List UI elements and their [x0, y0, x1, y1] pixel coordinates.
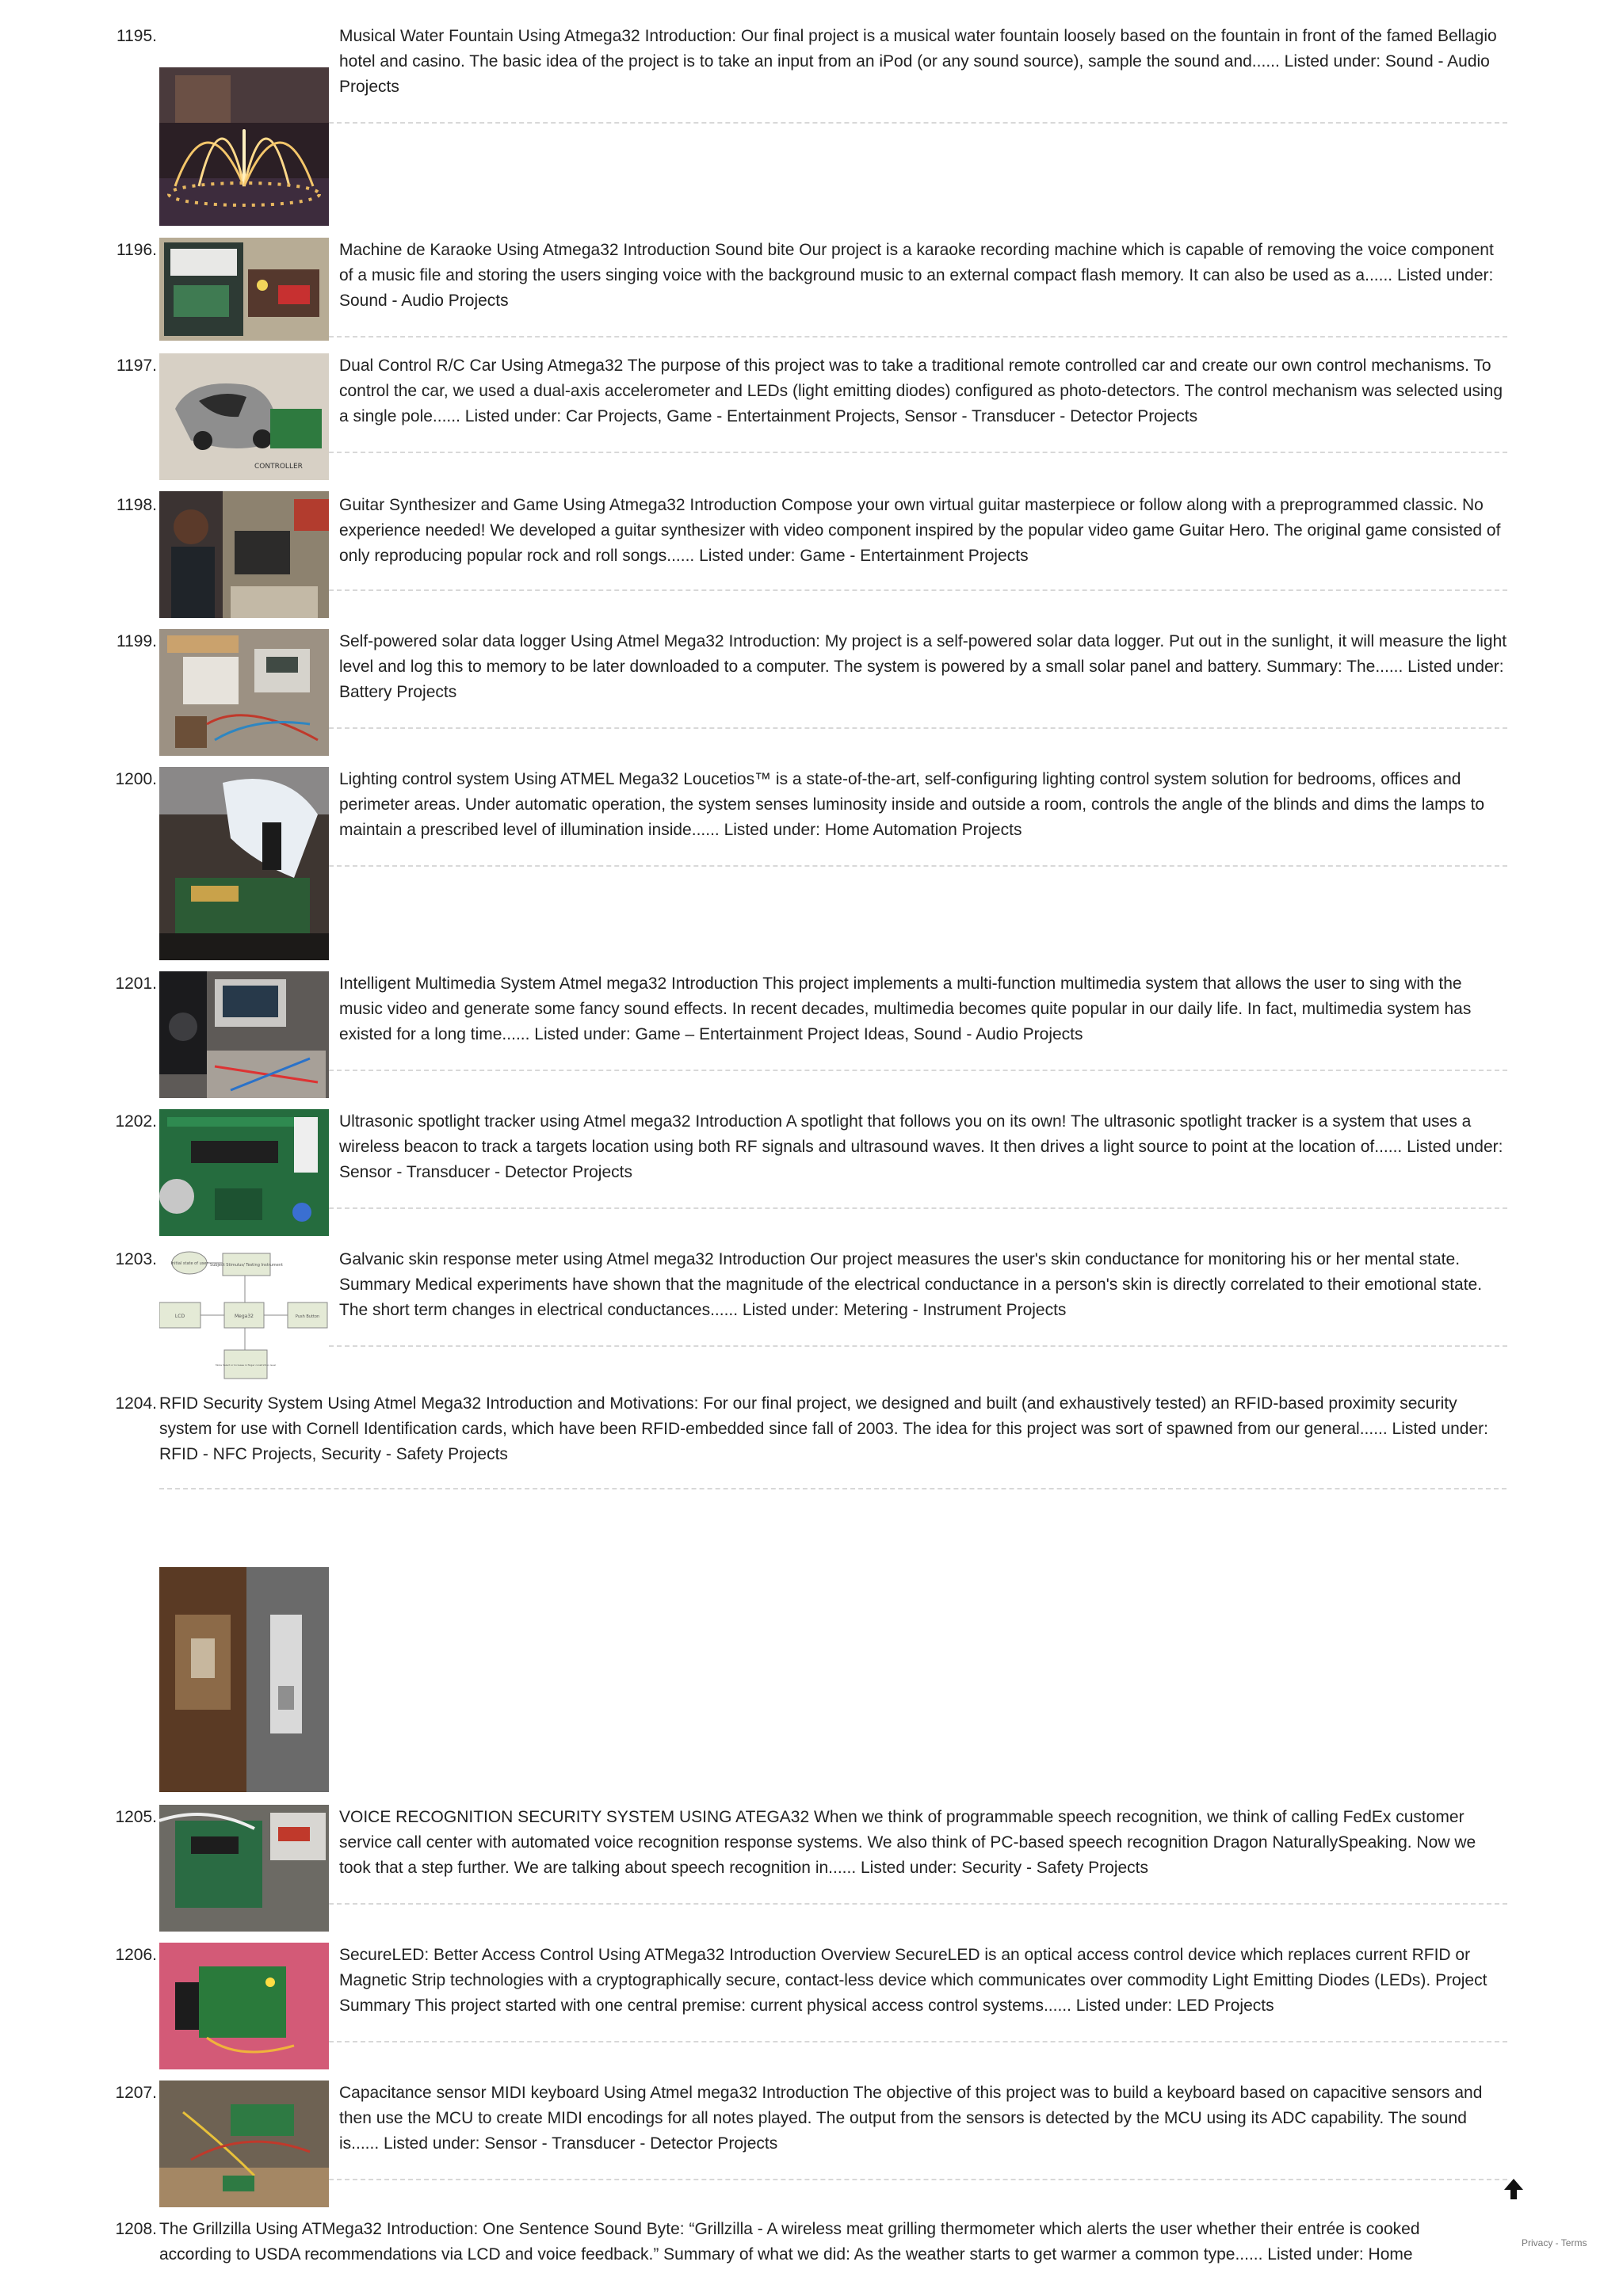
scroll-to-top-button[interactable] — [1503, 2177, 1525, 2203]
thumbnail-rfid-door[interactable] — [159, 1567, 329, 1792]
item-description[interactable]: RFID Security System Using Atmel Mega32 Introduction and Motivations: For our final project, we designed and built (and exhaustively tested) an RFID-based proximity security system for use with Cornell Identification cards, which have been RFID-embedded since fall of 2003. The idea for this project was sort of spawned from our general...... Listed under: RFID - NFC Projects, Security - Safety Projects — [159, 1394, 1488, 1463]
diagram-label: Initial state of user — [170, 1261, 208, 1266]
thumbnail-fountain[interactable] — [159, 67, 329, 226]
item-description[interactable]: Guitar Synthesizer and Game Using Atmega32 Introduction Compose your own virtual guitar masterpiece or follow along with a preprogrammed classic. No experience needed! We developed a guitar synthesizer with video component inspired by the popular video game Guitar Hero. The original game consisted of only reproducing popular rock and roll songs...... Listed under: Game - Entertainment Projects — [339, 496, 1501, 565]
item-description[interactable]: Lighting control system Using ATMEL Mega32 Loucetios™ is a state-of-the-art, self-configuring lighting control system solution for bedrooms, offices and perimeter areas. Under automatic operation, the system senses luminosity inside and outside a room, controls the angle of the blinds and dims the lamps to maintain a prescribed level of illumination inside...... Listed under: Home Automation Projects — [339, 770, 1485, 839]
list-item — [0, 1941, 1623, 2079]
item-number: 1203. — [115, 1250, 157, 1268]
divider — [329, 589, 1507, 591]
divider — [329, 336, 1507, 338]
recaptcha-legal-links[interactable]: Privacy - Terms — [1522, 2237, 1587, 2248]
list-item — [0, 490, 1623, 627]
item-description[interactable]: Ultrasonic spotlight tracker using Atmel mega32 Introduction A spotlight that follows you on its own! The ultrasonic spotlight tracker is a system that uses a wireless beacon to track a targets location using both RF signals and ultrasound waves. It then drives a light source to point at the location of...... Listed under: Sensor - Transducer - Detector Projects — [339, 1112, 1503, 1181]
diagram-label: Mode Select or Increase in finger constriction level — [215, 1363, 277, 1367]
divider — [329, 1207, 1507, 1209]
item-number: 1202. — [115, 1112, 157, 1131]
item-description[interactable]: Capacitance sensor MIDI keyboard Using Atmel mega32 Introduction The objective of this project was to build a keyboard based on capacitive sensors and then use the MCU to create MIDI encodings for all notes played. The output from the sensors is detected by the MCU using its ADC capability. The sound is...... Listed under: Sensor - Transducer - Detector Projects — [339, 2084, 1483, 2153]
diagram-label: Subject Stimulus/ Testing Instrument — [210, 1263, 283, 1268]
thumbnail-solar-logger[interactable] — [159, 629, 329, 756]
thumbnail-multimedia[interactable] — [159, 971, 329, 1098]
item-description[interactable]: SecureLED: Better Access Control Using ATMega32 Introduction Overview SecureLED is an optical access control device which replaces current RFID or Magnetic Strip technologies with a cryptographically secure, contact-less device which communicates over commodity Light Emitting Diodes (LEDs). Project Summary This project started with one central premise: current physical access control systems...... Listed under: LED Projects — [339, 1946, 1487, 2015]
item-number: 1204. — [115, 1394, 157, 1413]
thumbnail-lighting[interactable] — [159, 767, 329, 960]
divider — [159, 1488, 1507, 1489]
divider — [329, 122, 1507, 124]
diagram-label: LCD — [174, 1314, 185, 1319]
list-item — [0, 2079, 1623, 2217]
item-description[interactable]: Musical Water Fountain Using Atmega32 Introduction: Our final project is a musical water fountain loosely based on the fountain in front of the famed Bellagio hotel and casino. The basic idea of the project is to take an input from an iPod (or any sound source), sample the sound and...... Listed under: Sound - Audio Projects — [339, 27, 1497, 96]
item-number: 1196. — [116, 241, 157, 259]
divider — [329, 1903, 1507, 1905]
item-number: 1200. — [115, 770, 157, 788]
list-item — [0, 24, 1623, 236]
item-number: 1205. — [115, 1808, 157, 1826]
item-number: 1206. — [115, 1946, 157, 1964]
item-number: 1199. — [116, 632, 157, 650]
thumbnail-midi-keyboard[interactable] — [159, 2081, 329, 2207]
list-item — [0, 970, 1623, 1108]
divider — [329, 727, 1507, 729]
thumbnail-secureled[interactable] — [159, 1943, 329, 2069]
item-description[interactable]: Self-powered solar data logger Using Atmel Mega32 Introduction: My project is a self-powered solar data logger. Put out in the sunlight, it will measure the light level and log this to memory to be later downloaded to a computer. The system is powered by a small solar panel and battery. Summary: The...... Listed under: Battery Projects — [339, 632, 1507, 701]
divider — [329, 1070, 1507, 1071]
arrow-up-icon — [1503, 2177, 1525, 2203]
item-description[interactable]: Machine de Karaoke Using Atmega32 Introduction Sound bite Our project is a karaoke recording machine which is capable of removing the voice component of a music file and storing the users singing voice with the background music to an external compact flash memory. It can also be used as a...... Listed under: Sound - Audio Projects — [339, 241, 1494, 310]
list-item — [0, 352, 1623, 490]
list-item — [0, 1245, 1623, 1383]
item-description[interactable]: Dual Control R/C Car Using Atmega32 The purpose of this project was to take a traditional remote controlled car and create our own control mechanisms. To control the car, we used a dual-axis accelerometer and LEDs (light emitting diodes) configured as photo-detectors. The control mechanism was selected using a single pole...... Listed under: Car Projects, Game - Entertainment Projects, Sensor - Transducer - Detector Projects — [339, 357, 1503, 425]
item-description[interactable]: The Grillzilla Using ATMega32 Introduction: One Sentence Sound Byte: “Grillzilla - A wireless meat grilling thermometer which alerts the user whether their entrée is cooked according to USDA recommendations via LCD and voice feedback.” Summary of what we did: As the weather starts to get warmer a common type...... Listed under: Home — [159, 2220, 1420, 2264]
item-number: 1198. — [116, 496, 157, 514]
list-item — [0, 627, 1623, 765]
thumbnail-voice-security[interactable] — [159, 1805, 329, 1932]
diagram-label: Mega32 — [235, 1314, 254, 1319]
list-item — [0, 765, 1623, 970]
thumbnail-rc-car[interactable] — [159, 353, 329, 480]
divider — [329, 2041, 1507, 2042]
list-item — [0, 1108, 1623, 1245]
thumbnail-guitar[interactable] — [159, 491, 329, 618]
item-number: 1195. — [116, 27, 157, 45]
item-description[interactable]: VOICE RECOGNITION SECURITY SYSTEM USING ATEGA32 When we think of programmable speech recognition, we think of calling FedEx customer service call center with automated voice recognition response systems. We also think of PC-based speech recognition Dragon NaturallySpeaking. Now we took that a step further. We are talking about speech recognition in...... Listed under: Security - Safety Projects — [339, 1808, 1476, 1877]
item-number: 1197. — [116, 357, 157, 375]
item-number: 1201. — [115, 974, 157, 993]
item-description[interactable]: Galvanic skin response meter using Atmel mega32 Introduction Our project measures the user's skin conductance for monitoring his or her mental state. Summary Medical experiments have shown that the magnitude of the electrical conductance in a person's skin is directly correlated to their emotional state. The short term changes in electrical conductances...... Listed under: Metering - Instrument Projects — [339, 1250, 1483, 1319]
item-description[interactable]: Intelligent Multimedia System Atmel mega32 Introduction This project implements a multi-function multimedia system that allows the user to sing with the music video and generate some fancy sound effects. In recent decades, multimedia becomes quite popular in our daily life. In fact, multimedia system has existed for a long time...... Listed under: Game – Entertainment Project Ideas, Sound - Audio Projects — [339, 974, 1472, 1043]
divider — [329, 1345, 1507, 1347]
thumbnail-spotlight[interactable] — [159, 1109, 329, 1236]
thumbnail-gsr-diagram[interactable] — [159, 1247, 329, 1382]
divider — [329, 865, 1507, 867]
item-number: 1207. — [115, 2084, 157, 2102]
divider — [329, 452, 1507, 453]
thumbnail-karaoke[interactable] — [159, 238, 329, 341]
list-item — [0, 2217, 1623, 2296]
list-item — [0, 1391, 1623, 1803]
item-number: 1208. — [115, 2220, 157, 2238]
diagram-label: Push Button — [295, 1314, 320, 1319]
list-item — [0, 236, 1623, 352]
list-item — [0, 1803, 1623, 1941]
divider — [329, 2179, 1507, 2180]
svg-text:CONTROLLER: CONTROLLER — [254, 463, 303, 471]
